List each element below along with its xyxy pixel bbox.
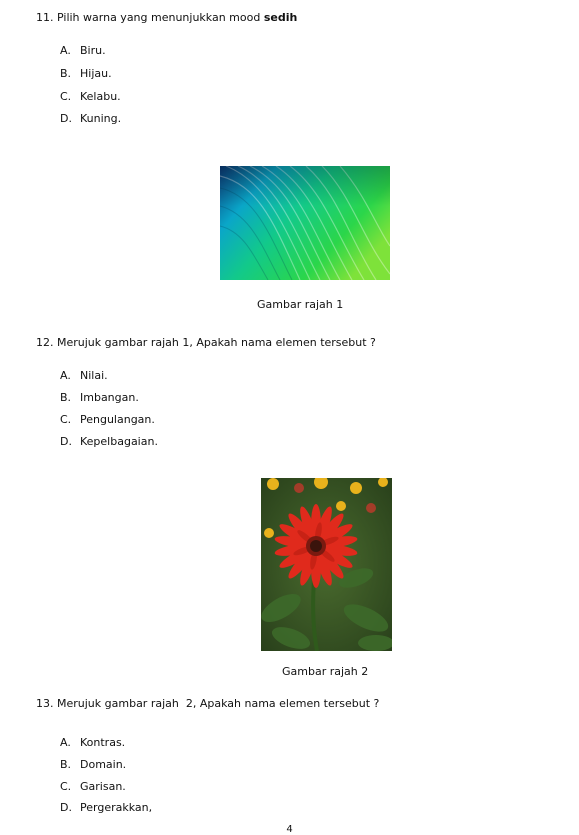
- figure-1-image: [220, 166, 390, 280]
- option-11-a: A. Biru.: [60, 44, 106, 57]
- option-11-b: B. Hijau.: [60, 67, 112, 80]
- page-number: 4: [286, 824, 293, 835]
- question-text: Merujuk gambar rajah 1, Apakah nama elemen tersebut ?: [57, 336, 376, 349]
- question-number: 11.: [36, 11, 54, 24]
- figure-2-caption: Gambar rajah 2: [282, 665, 369, 678]
- option-12-c: C. Pengulangan.: [60, 413, 155, 426]
- red-flower-image: [261, 478, 392, 651]
- figure-2-image: [261, 478, 392, 651]
- question-13: [36, 697, 379, 710]
- option-13-d: D. Pergerakkan,: [60, 801, 153, 814]
- question-12: [36, 336, 376, 349]
- question-number: 13.: [36, 697, 54, 710]
- option-13-b: B. Domain.: [60, 758, 127, 771]
- question-number: 12.: [36, 336, 54, 349]
- question-text: Merujuk gambar rajah 2, Apakah nama elemen tersebut ?: [57, 697, 380, 710]
- option-13-a: A. Kontras.: [60, 736, 126, 749]
- option-11-d: D. Kuning.: [60, 112, 122, 125]
- question-11: [36, 11, 297, 24]
- option-13-c: C. Garisan.: [60, 780, 126, 793]
- figure-1-caption: Gambar rajah 1: [257, 298, 344, 311]
- abstract-wave-gradient-image: [220, 166, 390, 280]
- question-text: Pilih warna yang menunjukkan mood: [57, 11, 261, 24]
- option-12-d: D. Kepelbagaian.: [60, 435, 158, 448]
- option-12-b: B. Imbangan.: [60, 391, 139, 404]
- question-emphasis: sedih: [263, 11, 298, 24]
- option-11-c: C. Kelabu.: [60, 90, 121, 103]
- option-12-a: A. Nilai.: [60, 369, 108, 382]
